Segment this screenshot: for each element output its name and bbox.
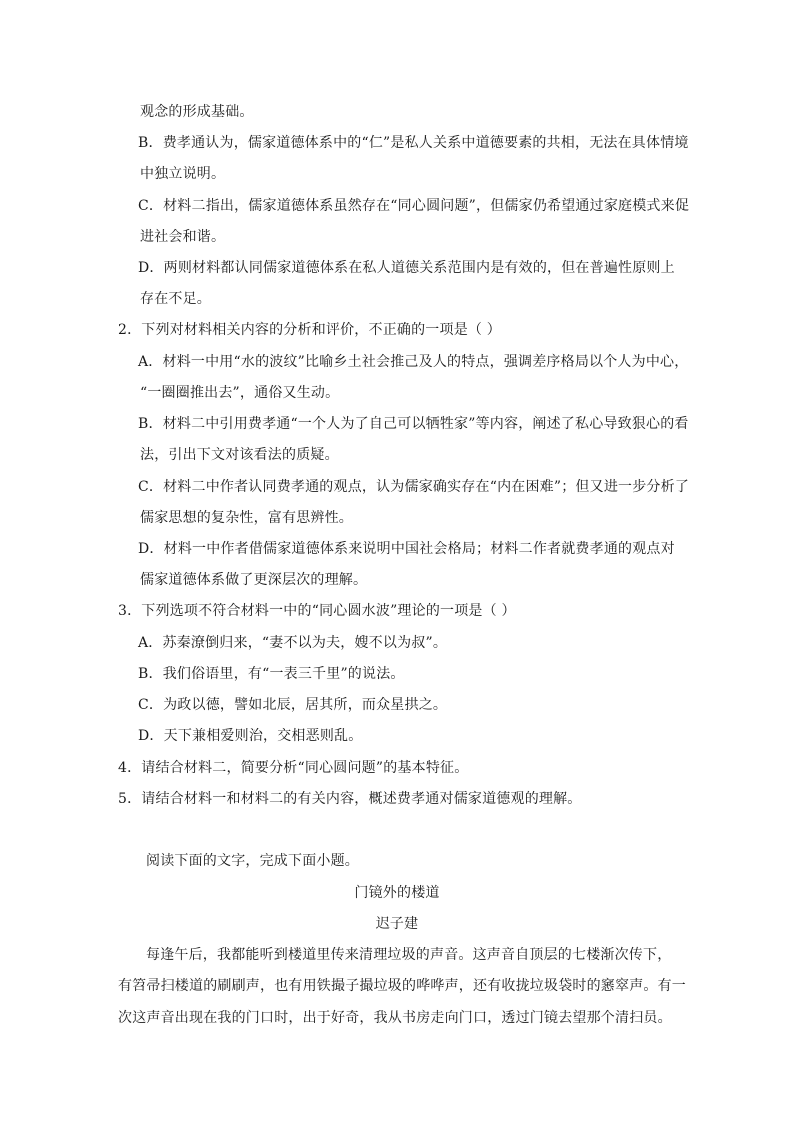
prev-option-b-line2: 中独立说明。	[140, 166, 226, 182]
article-author: 迟子建	[375, 916, 419, 932]
q2-option-c-line1: C．材料二中作者认同费孝通的观点，认为儒家确实存在“内在困难”；但又进一步分析了	[138, 479, 690, 495]
prev-option-continuation: 观念的形成基础。	[140, 104, 254, 120]
article-paragraph-line3: 次这声音出现在我的门口时，出于好奇，我从书房走向门口，透过门镜去望那个清扫员。	[118, 1010, 672, 1026]
question-2-stem: 2．下列对材料相关内容的分析和评价，不正确的一项是（ ）	[118, 322, 501, 338]
prev-option-b-line1: B．费孝通认为，儒家道德体系中的“仁”是私人关系中道德要素的共相，无法在具体情境	[138, 135, 689, 151]
article-paragraph-line2: 有笤帚扫楼道的刷刷声，也有用铁撮子撮垃圾的哗哗声，还有收拢垃圾袋时的窸窣声。有一	[118, 978, 686, 994]
reading-instructions: 阅读下面的文字，完成下面小题。	[146, 853, 359, 869]
q3-option-a: A．苏秦潦倒归来，“妻不以为夫，嫂不以为叔”。	[138, 635, 448, 651]
prev-option-d-line2: 存在不足。	[140, 291, 211, 307]
article-paragraph-line1: 每逢午后，我都能听到楼道里传来清理垃圾的声音。这声音自顶层的七楼渐次传下，	[146, 947, 672, 963]
q2-option-a-line1: A．材料一中用“水的波纹”比喻乡土社会推己及人的特点，强调差序格局以个人为中心，	[138, 354, 689, 370]
q2-option-a-line2: “一圈圈推出去”，通俗又生动。	[140, 385, 340, 401]
q2-option-d-line1: D．材料一中作者借儒家道德体系来说明中国社会格局；材料二作者就费孝通的观点对	[138, 541, 675, 557]
question-3-stem: 3．下列选项不符合材料一中的“同心圆水波”理论的一项是（ ）	[118, 603, 516, 619]
question-5: 5．请结合材料一和材料二的有关内容，概述费孝通对儒家道德观的理解。	[118, 791, 582, 807]
question-4: 4．请结合材料二，简要分析“同心圆问题”的基本特征。	[118, 760, 469, 776]
q2-option-b-line2: 法，引出下文对该看法的质疑。	[140, 447, 339, 463]
prev-option-c-line1: C．材料二指出，儒家道德体系虽然存在“同心圆问题”，但儒家仍希望通过家庭模式来促	[138, 198, 690, 214]
q3-option-b: B．我们俗语里，有“一表三千里”的说法。	[138, 666, 405, 682]
q3-option-d: D．天下兼相爱则治，交相恶则乱。	[138, 728, 363, 744]
q2-option-b-line1: B．材料二中引用费孝通“一个人为了自己可以牺牲家”等内容，阐述了私心导致狠心的看	[138, 416, 689, 432]
q2-option-d-line2: 儒家道德体系做了更深层次的理解。	[140, 572, 368, 588]
q2-option-c-line2: 儒家思想的复杂性，富有思辨性。	[140, 510, 353, 526]
prev-option-c-line2: 进社会和谐。	[140, 229, 226, 245]
article-title: 门镜外的楼道	[354, 885, 440, 901]
q3-option-c: C．为政以德，譬如北辰，居其所，而众星拱之。	[138, 697, 448, 713]
prev-option-d-line1: D．两则材料都认同儒家道德体系在私人道德关系范围内是有效的，但在普遍性原则上	[138, 260, 675, 276]
